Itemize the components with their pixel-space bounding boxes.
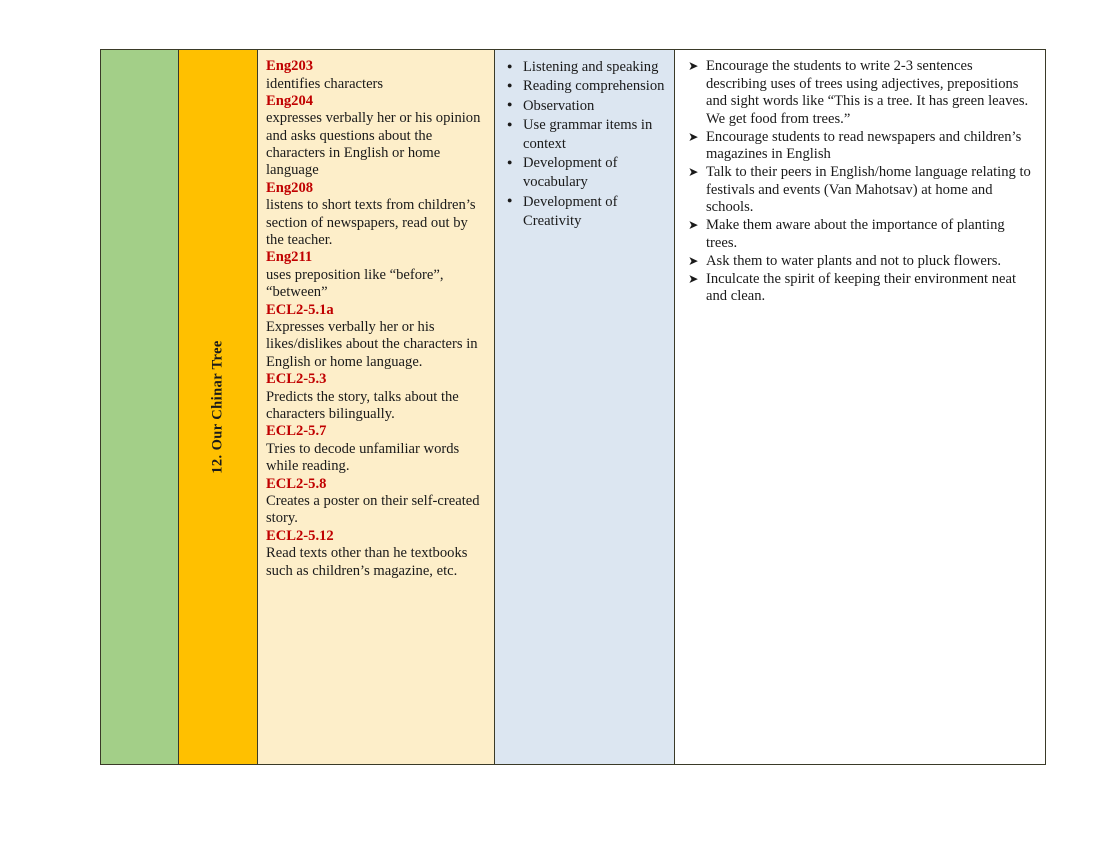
list-item: ● Observation [521, 97, 668, 116]
list-item: ● Reading comprehension [521, 77, 668, 96]
list-item: ● Listening and speaking [521, 58, 668, 77]
competency-list [258, 50, 494, 586]
cell-competencies [258, 50, 495, 765]
competency-code: Eng208 [266, 179, 314, 196]
skills-list [495, 58, 674, 231]
lesson-title: 12. Our Chinar Tree [209, 340, 226, 474]
list-item: ➤ Talk to their peers in English/home language relating to festivals and events (Van Mahotsav) at home and schools. [706, 164, 1037, 217]
competency-code: Eng204 [266, 92, 314, 109]
list-item: ➤ Encourage students to read newspapers and children’s magazines in English [706, 129, 1037, 164]
competency-code: Eng211 [266, 249, 313, 266]
list-item: ● Use grammar items in context [521, 116, 668, 154]
table-row [101, 50, 1046, 765]
cell-skills [495, 50, 675, 765]
competency-code: Eng203 [266, 58, 314, 74]
competency-description: listens to short texts from children’s section of newspapers, read out by the teacher. [266, 197, 476, 249]
list-item: ● Development of vocabulary [521, 154, 668, 192]
competency-description: expresses verbally her or his opinion and asks questions about the characters in English or home language [266, 110, 481, 179]
cell-lesson-title [179, 50, 258, 765]
competency-description: Expresses verbally her or his likes/dislikes about the characters in English or home language. [266, 319, 478, 370]
cell-activities [675, 50, 1046, 765]
competency-description: Creates a poster on their self-created story. [266, 493, 480, 527]
list-item: ➤ Make them aware about the importance of planting trees. [706, 217, 1037, 252]
curriculum-table [100, 49, 1046, 765]
competency-code: ECL2-5.12 [266, 527, 334, 544]
list-item: ➤ Ask them to water plants and not to pluck flowers. [706, 253, 1037, 271]
competency-code: ECL2-5.8 [266, 475, 327, 492]
competency-description: Read texts other than he textbooks such as children’s magazine, etc. [266, 545, 468, 579]
list-item: ● Development of Creativity [521, 193, 668, 231]
list-item: ➤ Encourage the students to write 2-3 sentences describing uses of trees using adjectives, prepositions and sight words like “This is a tree. It has green leaves. We get food from trees.” [706, 58, 1037, 128]
activities-list [675, 58, 1045, 306]
competency-description: Tries to decode unfamiliar words while reading. [266, 440, 460, 475]
rotated-title-wrap [179, 50, 257, 764]
competency-description: uses preposition like “before”, “between” [266, 266, 444, 301]
competency-code: ECL2-5.1a [266, 301, 334, 318]
list-item: ➤ Inculcate the spirit of keeping their environment neat and clean. [706, 271, 1037, 306]
competency-code: ECL2-5.7 [266, 423, 327, 440]
cell-theme-green [101, 50, 179, 765]
competency-description: identifies characters [266, 75, 384, 92]
competency-code: ECL2-5.3 [266, 371, 327, 388]
competency-description: Predicts the story, talks about the characters bilingually. [266, 388, 459, 423]
